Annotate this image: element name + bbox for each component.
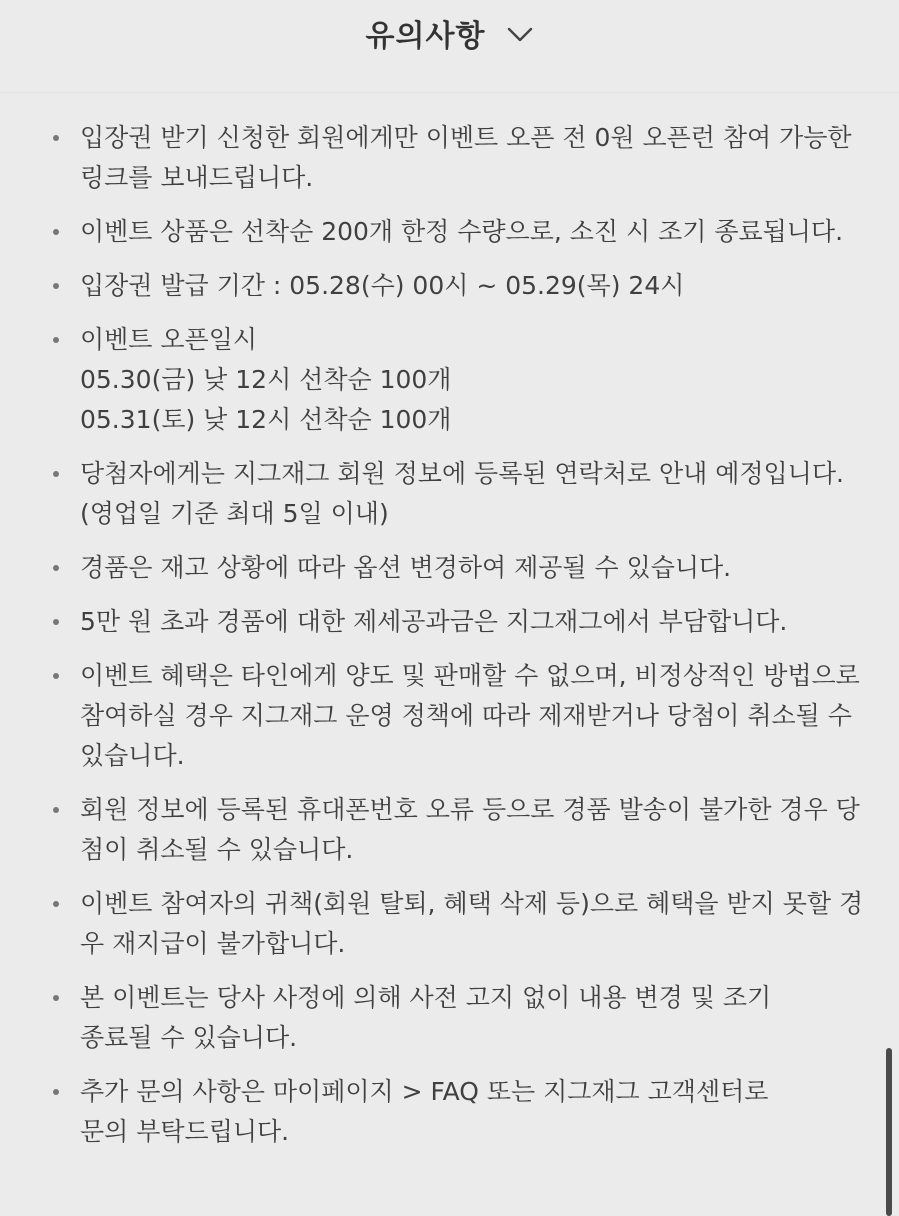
notice-text-line: 05.31(토) 낮 12시 선착순 100개 [80, 405, 452, 434]
notice-text-line: 5만 원 초과 경품에 대한 제세공과금은 지그재그에서 부담합니다. [80, 607, 788, 636]
bullet-icon [53, 135, 59, 141]
notice-item [0, 656, 899, 776]
notice-section-title: 유의사항 [365, 19, 486, 54]
notice-text-line: 이벤트 혜택은 타인에게 양도 및 판매할 수 없으며, 비정상적인 방법으로 [80, 661, 860, 690]
notice-item [0, 602, 899, 642]
notice-text-line: 회원 정보에 등록된 휴대폰번호 오류 등으로 경품 발송이 불가한 경우 당 [80, 795, 860, 824]
bullet-icon [53, 283, 59, 289]
notice-list [0, 118, 899, 1166]
section-divider [0, 92, 899, 93]
notice-text-line: 이벤트 오픈일시 [80, 325, 257, 354]
notice-text-line: 경품은 재고 상황에 따라 옵션 변경하여 제공될 수 있습니다. [80, 553, 732, 582]
notice-item [0, 548, 899, 588]
bullet-icon [53, 229, 59, 235]
bullet-icon [53, 1089, 59, 1095]
chevron-down-icon[interactable] [507, 27, 533, 43]
notice-text-line: 우 재지급이 불가합니다. [80, 929, 346, 958]
notice-text-line: 있습니다. [80, 741, 185, 770]
notice-item [0, 320, 899, 440]
notice-item [0, 454, 899, 534]
notice-text-line: 입장권 받기 신청한 회원에게만 이벤트 오픈 전 0원 오픈런 참여 가능한 [80, 123, 852, 152]
notice-item [0, 212, 899, 252]
notice-text-line: 본 이벤트는 당사 사정에 의해 사전 고지 없이 내용 변경 및 조기 [80, 983, 772, 1012]
scrollbar-thumb[interactable] [886, 1048, 892, 1216]
notice-item [0, 978, 899, 1058]
bullet-icon [53, 901, 59, 907]
notice-text-line: 문의 부탁드립니다. [80, 1117, 290, 1146]
notice-item [0, 1072, 899, 1152]
notice-text-line: 당첨자에게는 지그재그 회원 정보에 등록된 연락처로 안내 예정입니다. [80, 459, 844, 488]
bullet-icon [53, 337, 59, 343]
bullet-icon [53, 619, 59, 625]
bullet-icon [53, 673, 59, 679]
notice-text-line: 입장권 발급 기간 : 05.28(수) 00시 ~ 05.29(목) 24시 [80, 271, 685, 300]
notice-text-line: (영업일 기준 최대 5일 이내) [80, 499, 389, 528]
notice-text-line: 종료될 수 있습니다. [80, 1023, 298, 1052]
bullet-icon [53, 995, 59, 1001]
notice-text-line: 05.30(금) 낮 12시 선착순 100개 [80, 365, 452, 394]
notice-text-line: 이벤트 상품은 선착순 200개 한정 수량으로, 소진 시 조기 종료됩니다. [80, 217, 844, 246]
notice-text-line: 링크를 보내드립니다. [80, 163, 314, 192]
notice-text-line: 이벤트 참여자의 귀책(회원 탈퇴, 혜택 삭제 등)으로 혜택을 받지 못할 경 [80, 889, 864, 918]
notice-text-line: 첨이 취소될 수 있습니다. [80, 835, 354, 864]
notice-text-line: 참여하실 경우 지그재그 운영 정책에 따라 제재받거나 당첨이 취소될 수 [80, 701, 852, 730]
bullet-icon [53, 471, 59, 477]
notice-item [0, 884, 899, 964]
notice-item [0, 790, 899, 870]
bullet-icon [53, 807, 59, 813]
notice-text-line: 추가 문의 사항은 마이페이지 > FAQ 또는 지그재그 고객센터로 [80, 1077, 769, 1106]
notice-toggle-header[interactable] [0, 0, 899, 66]
notice-item [0, 266, 899, 306]
notice-item [0, 118, 899, 198]
bullet-icon [53, 565, 59, 571]
